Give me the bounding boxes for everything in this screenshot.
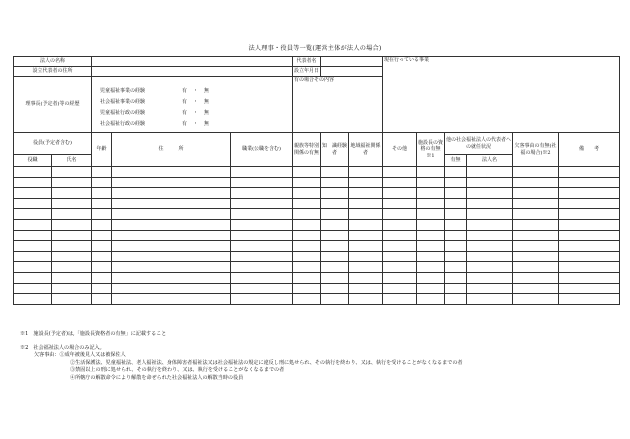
- table-cell[interactable]: [417, 198, 445, 209]
- table-cell[interactable]: [14, 251, 52, 262]
- other-corp-yes-no-header: 有無: [445, 155, 467, 167]
- table-cell[interactable]: [52, 188, 92, 199]
- table-cell[interactable]: [383, 283, 417, 294]
- table-cell[interactable]: [231, 167, 293, 178]
- table-cell[interactable]: [14, 272, 52, 283]
- table-cell[interactable]: [92, 209, 112, 220]
- table-cell[interactable]: [349, 198, 383, 209]
- table-row: [14, 209, 620, 220]
- other-corp-name-header: 法人名: [467, 155, 513, 167]
- founded-field[interactable]: [321, 67, 383, 77]
- table-cell[interactable]: [321, 230, 349, 241]
- knowledge-header: 知 識経験者: [321, 133, 349, 167]
- table-cell[interactable]: [231, 272, 293, 283]
- table-cell[interactable]: [293, 251, 321, 262]
- table-cell[interactable]: [417, 188, 445, 199]
- table-cell[interactable]: [14, 283, 52, 294]
- officer-table: [13, 56, 620, 305]
- position-header: 役職: [14, 155, 52, 167]
- table-cell[interactable]: [293, 177, 321, 188]
- table-cell[interactable]: [559, 209, 620, 220]
- table-cell[interactable]: [349, 219, 383, 230]
- rep-name-label: 代表者名: [293, 57, 321, 67]
- table-cell[interactable]: [383, 230, 417, 241]
- table-cell[interactable]: [293, 167, 321, 178]
- table-cell[interactable]: [92, 198, 112, 209]
- table-cell[interactable]: [559, 294, 620, 305]
- table-cell[interactable]: [445, 294, 467, 305]
- table-cell[interactable]: [293, 241, 321, 252]
- remarks-header: 備 考: [559, 133, 620, 167]
- table-cell[interactable]: [383, 219, 417, 230]
- table-cell[interactable]: [513, 283, 559, 294]
- table-cell[interactable]: [321, 294, 349, 305]
- founded-label: 設立年月日: [293, 67, 321, 77]
- table-cell[interactable]: [293, 198, 321, 209]
- table-cell[interactable]: [92, 262, 112, 273]
- table-cell[interactable]: [92, 188, 112, 199]
- disqualification-header: 欠客事由の有無(社福の場合)※2: [513, 133, 559, 167]
- table-row: [14, 198, 620, 209]
- table-row: [14, 177, 620, 188]
- table-cell[interactable]: [513, 188, 559, 199]
- corp-name-label: 法人の名称: [14, 57, 92, 67]
- table-cell[interactable]: [112, 294, 231, 305]
- table-cell[interactable]: [52, 177, 92, 188]
- table-cell[interactable]: [321, 272, 349, 283]
- table-cell[interactable]: [445, 209, 467, 220]
- table-cell[interactable]: [559, 262, 620, 273]
- table-cell[interactable]: [559, 198, 620, 209]
- table-cell[interactable]: [513, 167, 559, 178]
- data-rows: [14, 167, 620, 305]
- table-cell[interactable]: [349, 262, 383, 273]
- table-cell[interactable]: [14, 294, 52, 305]
- table-cell[interactable]: [467, 188, 513, 199]
- table-cell[interactable]: [467, 167, 513, 178]
- table-cell[interactable]: [293, 230, 321, 241]
- table-cell[interactable]: [559, 188, 620, 199]
- table-cell[interactable]: [52, 209, 92, 220]
- experience-item[interactable]: 社会福祉行政の経験 有 ・ 無: [100, 121, 210, 128]
- page-title: 法人理事・役員等一覧(運営主体が法人の場合): [248, 45, 382, 52]
- table-cell[interactable]: [14, 167, 52, 178]
- name-header: 氏名: [52, 155, 92, 167]
- table-cell[interactable]: [112, 262, 231, 273]
- table-cell[interactable]: [92, 272, 112, 283]
- table-cell[interactable]: [293, 283, 321, 294]
- table-cell[interactable]: [445, 283, 467, 294]
- table-cell[interactable]: [52, 272, 92, 283]
- other-header: その他: [383, 133, 417, 167]
- table-cell[interactable]: [52, 219, 92, 230]
- table-row: [14, 230, 620, 241]
- table-cell[interactable]: [467, 219, 513, 230]
- table-cell[interactable]: [513, 198, 559, 209]
- table-cell[interactable]: [513, 219, 559, 230]
- experience-checklist: [92, 77, 293, 133]
- table-cell[interactable]: [231, 262, 293, 273]
- table-cell[interactable]: [467, 241, 513, 252]
- table-cell[interactable]: [92, 241, 112, 252]
- table-cell[interactable]: [349, 272, 383, 283]
- table-cell[interactable]: [321, 262, 349, 273]
- table-row: [14, 188, 620, 199]
- table-cell[interactable]: [321, 219, 349, 230]
- table-cell[interactable]: [513, 177, 559, 188]
- table-cell[interactable]: [112, 230, 231, 241]
- table-cell[interactable]: [112, 241, 231, 252]
- table-cell[interactable]: [349, 209, 383, 220]
- table-cell[interactable]: [52, 167, 92, 178]
- table-cell[interactable]: [383, 272, 417, 283]
- table-cell[interactable]: [559, 167, 620, 178]
- table-row: [14, 272, 620, 283]
- table-cell[interactable]: [467, 272, 513, 283]
- table-cell[interactable]: [467, 198, 513, 209]
- table-row: [14, 283, 620, 294]
- table-cell[interactable]: [513, 294, 559, 305]
- table-cell[interactable]: [14, 198, 52, 209]
- table-cell[interactable]: [231, 219, 293, 230]
- table-cell[interactable]: [321, 241, 349, 252]
- table-cell[interactable]: [417, 219, 445, 230]
- table-cell[interactable]: [445, 230, 467, 241]
- table-cell[interactable]: [293, 188, 321, 199]
- table-cell[interactable]: [231, 251, 293, 262]
- officer-header: 役員(予定者含む): [14, 133, 92, 155]
- corp-name-field[interactable]: [92, 57, 293, 67]
- director-qualification-header: 施設長の資格の有無※1: [417, 133, 445, 167]
- table-cell[interactable]: [231, 294, 293, 305]
- table-cell[interactable]: [445, 241, 467, 252]
- table-cell[interactable]: [417, 167, 445, 178]
- table-cell[interactable]: [112, 219, 231, 230]
- address-header: 住 所: [112, 133, 231, 167]
- table-cell[interactable]: [513, 209, 559, 220]
- table-cell[interactable]: [231, 283, 293, 294]
- table-cell[interactable]: [92, 251, 112, 262]
- table-cell[interactable]: [559, 219, 620, 230]
- table-cell[interactable]: [467, 177, 513, 188]
- kinship-header: 親族等特別関係の有無: [293, 133, 321, 167]
- table-cell[interactable]: [383, 294, 417, 305]
- table-cell[interactable]: [52, 230, 92, 241]
- experience-details-field[interactable]: [293, 77, 383, 133]
- table-cell[interactable]: [321, 283, 349, 294]
- table-cell[interactable]: [383, 198, 417, 209]
- table-cell[interactable]: [321, 167, 349, 178]
- table-cell[interactable]: [14, 262, 52, 273]
- table-cell[interactable]: [417, 177, 445, 188]
- table-cell[interactable]: [112, 198, 231, 209]
- table-cell[interactable]: [559, 272, 620, 283]
- disqualification-head: 欠客事由：①成年被後見人又は被保佐人: [34, 352, 126, 359]
- rep-address-label: 設立代表者の住所: [14, 67, 92, 77]
- table-cell[interactable]: [417, 283, 445, 294]
- table-cell[interactable]: [349, 167, 383, 178]
- table-cell[interactable]: [383, 251, 417, 262]
- table-cell[interactable]: [417, 230, 445, 241]
- table-cell[interactable]: [445, 198, 467, 209]
- disqualification-item: ②生活保護法、児童福祉法、老人福祉法、身体障害者福祉法又は社会福祉法の規定に違反し刑に処せられ、その執行を終わり、又は、執行を受けることがなくなるまでの者: [70, 359, 463, 366]
- table-cell[interactable]: [467, 262, 513, 273]
- header-row-1: [14, 57, 620, 67]
- occupation-header: 職業(公職を含む): [231, 133, 293, 167]
- table-cell[interactable]: [513, 262, 559, 273]
- table-cell[interactable]: [467, 283, 513, 294]
- experience-label: 理事長(予定者)等の経歴: [14, 77, 92, 133]
- current-business-field[interactable]: [383, 57, 620, 133]
- table-cell[interactable]: [112, 251, 231, 262]
- table-cell[interactable]: [513, 230, 559, 241]
- table-cell[interactable]: [92, 167, 112, 178]
- table-cell[interactable]: [321, 177, 349, 188]
- table-cell[interactable]: [383, 177, 417, 188]
- table-cell[interactable]: [417, 294, 445, 305]
- table-cell[interactable]: [321, 209, 349, 220]
- table-cell[interactable]: [349, 294, 383, 305]
- table-cell[interactable]: [445, 262, 467, 273]
- table-cell[interactable]: [383, 188, 417, 199]
- table-cell[interactable]: [14, 177, 52, 188]
- table-cell[interactable]: [445, 251, 467, 262]
- table-cell[interactable]: [445, 167, 467, 178]
- table-cell[interactable]: [293, 272, 321, 283]
- experience-details-label: 有の場合その内容: [294, 77, 335, 83]
- age-header: 年齢: [92, 133, 112, 167]
- table-cell[interactable]: [112, 177, 231, 188]
- table-cell[interactable]: [52, 198, 92, 209]
- table-cell[interactable]: [112, 209, 231, 220]
- disqualification-item: ④所轄庁の解散命令により解散を命ぜられた社会福祉法人の解散当時の役員: [70, 374, 244, 381]
- table-cell[interactable]: [231, 198, 293, 209]
- table-row: [14, 167, 620, 178]
- note-1: ※1 施設長(予定者)は,「施設長資格者の有無」に記載すること: [20, 331, 167, 337]
- table-cell[interactable]: [92, 219, 112, 230]
- table-cell[interactable]: [14, 241, 52, 252]
- table-cell[interactable]: [92, 283, 112, 294]
- table-cell[interactable]: [467, 230, 513, 241]
- current-business-label: 現在行っている事業: [384, 57, 430, 63]
- other-corp-header: 他の社会福祉法人の代表者への就任状況: [445, 133, 513, 155]
- table-cell[interactable]: [52, 294, 92, 305]
- table-cell[interactable]: [14, 230, 52, 241]
- table-cell[interactable]: [417, 241, 445, 252]
- table-cell[interactable]: [417, 272, 445, 283]
- table-cell[interactable]: [14, 209, 52, 220]
- table-cell[interactable]: [559, 283, 620, 294]
- table-cell[interactable]: [321, 251, 349, 262]
- table-cell[interactable]: [445, 219, 467, 230]
- table-cell[interactable]: [321, 198, 349, 209]
- table-cell[interactable]: [417, 262, 445, 273]
- table-cell[interactable]: [349, 177, 383, 188]
- table-cell[interactable]: [417, 251, 445, 262]
- table-cell[interactable]: [349, 241, 383, 252]
- table-cell[interactable]: [559, 230, 620, 241]
- table-cell[interactable]: [112, 272, 231, 283]
- table-cell[interactable]: [417, 209, 445, 220]
- table-cell[interactable]: [467, 209, 513, 220]
- table-row: [14, 219, 620, 230]
- table-cell[interactable]: [467, 294, 513, 305]
- table-cell[interactable]: [445, 272, 467, 283]
- table-row: [14, 251, 620, 262]
- table-cell[interactable]: [231, 188, 293, 199]
- table-row: [14, 262, 620, 273]
- table-cell[interactable]: [445, 177, 467, 188]
- table-cell[interactable]: [513, 241, 559, 252]
- table-cell[interactable]: [293, 219, 321, 230]
- footnotes: [20, 331, 620, 383]
- table-cell[interactable]: [231, 230, 293, 241]
- table-cell[interactable]: [52, 251, 92, 262]
- table-cell[interactable]: [349, 251, 383, 262]
- table-cell[interactable]: [231, 209, 293, 220]
- table-cell[interactable]: [349, 230, 383, 241]
- table-cell[interactable]: [445, 188, 467, 199]
- table-cell[interactable]: [559, 241, 620, 252]
- table-cell[interactable]: [293, 294, 321, 305]
- experience-item[interactable]: 児童福祉事業の経験 有 ・ 無: [100, 88, 210, 95]
- table-cell[interactable]: [293, 209, 321, 220]
- table-row: [14, 294, 620, 305]
- table-cell[interactable]: [52, 283, 92, 294]
- table-cell[interactable]: [231, 241, 293, 252]
- experience-item[interactable]: 社会福祉事業の経験 有 ・ 無: [100, 99, 210, 106]
- table-row: [14, 241, 620, 252]
- table-cell[interactable]: [52, 262, 92, 273]
- table-cell[interactable]: [92, 294, 112, 305]
- table-cell[interactable]: [52, 241, 92, 252]
- table-cell[interactable]: [92, 177, 112, 188]
- table-cell[interactable]: [513, 251, 559, 262]
- note-2: ※2 社会福祉法人の場合のみ記入。: [20, 344, 105, 351]
- table-cell[interactable]: [112, 167, 231, 178]
- table-cell[interactable]: [513, 272, 559, 283]
- experience-item[interactable]: 児童福祉行政の経験 有 ・ 無: [100, 110, 210, 117]
- table-cell[interactable]: [349, 188, 383, 199]
- table-cell[interactable]: [349, 283, 383, 294]
- local-welfare-header: 地域福祉関係者: [349, 133, 383, 167]
- table-cell[interactable]: [383, 209, 417, 220]
- table-cell[interactable]: [321, 188, 349, 199]
- table-cell[interactable]: [293, 262, 321, 273]
- table-cell[interactable]: [14, 188, 52, 199]
- rep-address-field[interactable]: [92, 67, 293, 77]
- disqualification-item: ③禁固以上の刑に処せられ、その執行を終わり、又は、執行を受けることがなくなるまでの者: [70, 367, 285, 374]
- table-cell[interactable]: [112, 283, 231, 294]
- table-cell[interactable]: [559, 177, 620, 188]
- table-cell[interactable]: [383, 262, 417, 273]
- table-cell[interactable]: [231, 177, 293, 188]
- column-header-row-1: [14, 133, 620, 155]
- table-cell[interactable]: [14, 219, 52, 230]
- table-cell[interactable]: [467, 251, 513, 262]
- table-cell[interactable]: [383, 167, 417, 178]
- table-cell[interactable]: [112, 188, 231, 199]
- rep-name-field[interactable]: [321, 57, 383, 67]
- table-cell[interactable]: [559, 251, 620, 262]
- table-cell[interactable]: [92, 230, 112, 241]
- table-cell[interactable]: [383, 241, 417, 252]
